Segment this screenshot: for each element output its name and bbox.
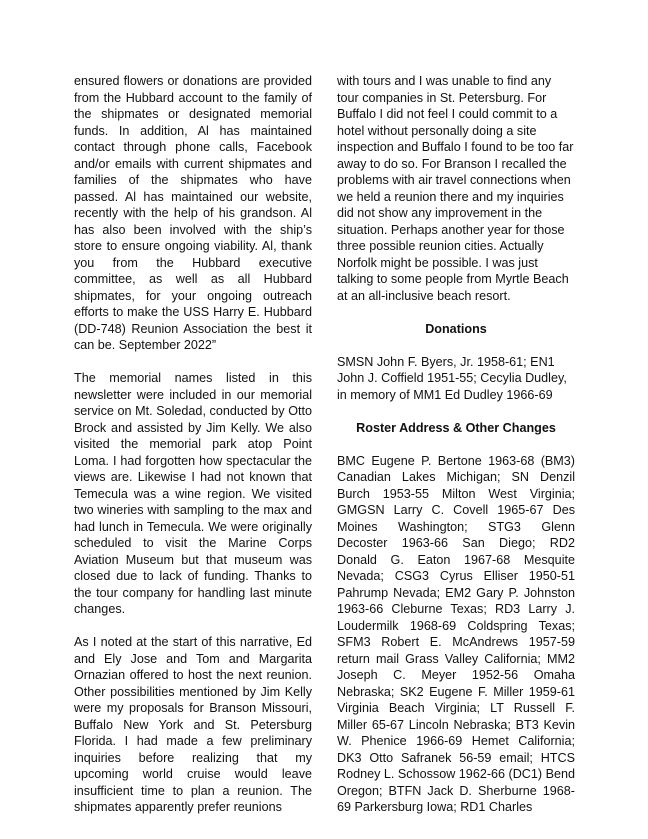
left-column xyxy=(74,73,312,816)
roster-heading: Roster Address & Other Changes xyxy=(356,420,556,435)
right-column xyxy=(337,73,575,816)
donations-heading: Donations xyxy=(425,321,487,336)
right-paragraph-1: with tours and I was unable to find any tour companies in St. Petersburg. For Buffalo I did not feel I could commit to a hotel without personally doing a site inspection and Buffalo I found to be too far away to do so. For Branson I recalled the problems with air travel connections when we held a reunion there and my inquiries did not show any improvement in the situation. Perhaps another year for those three possible reunion cities. Actually Norfolk might be possible. I was just talking to some people from Myrtle Beach at an all-inclusive beach resort. xyxy=(337,74,574,303)
donations-text: SMSN John F. Byers, Jr. 1958-61; EN1 John J. Coffield 1951-55; Cecylia Dudley, in memory of MM1 Ed Dudley 1966-69 xyxy=(337,354,567,402)
left-paragraph-3: As I noted at the start of this narrative, Ed and Ely Jose and Tom and Margarita Ornazian offered to host the next reunion. Other possibilities mentioned by Jim Kelly were my proposals for Branson Missouri, Buffalo New York and St. Petersburg Florida. I had made a few preliminary inquiries before realizing that my upcoming world cruise would leave insufficient time to plan a reunion. The shipmates apparently prefer reunions xyxy=(74,635,312,814)
left-paragraph-2: The memorial names listed in this newsletter were included in our memorial service on Mt. Soledad, conducted by Otto Brock and assisted by Jim Kelly. We also visited the memorial park atop Point Loma. I had forgotten how spectacular the views are. Likewise I had not known that Temecula was a wine region. We visited two wineries with sampling to the max and had lunch in Temecula. We were originally scheduled to visit the Marine Corps Aviation Museum but that museum was closed due to lack of funding. Thanks to the tour company for handling last minute changes. xyxy=(74,371,312,616)
roster-text: BMC Eugene P. Bertone 1963-68 (BM3) Canadian Lakes Michigan; SN Denzil Burch 1953-55 Milton West Virginia; GMGSN Larry C. Covell 1965-67 Des Moines Washington; STG3 Glenn Decoster 1963-66 San Diego; RD2 Donald G. Eaton 1967-68 Mesquite Nevada; CSG3 Cyrus Elliser 1950-51 Pahrump Nevada; EM2 Gary P. Johnston 1963-66 Cleburne Texas; RD3 Larry J. Loudermilk 1968-69 Coldspring Texas; SFM3 Robert E. McAndrews 1957-59 return mail Grass Valley California; MM2 Joseph C. Meyer 1952-56 Omaha Nebraska; SK2 Eugene F. Miller 1959-61 Virginia Beach Virginia; LT Russell F. Miller 65-67 Lincoln Nebraska; BT3 Kevin W. Phenice 1966-69 Hemet California; DK3 Otto Safranek 56-59 email; HTCS Rodney L. Schossow 1962-66 (DC1) Bend Oregon; BTFN Jack D. Sherburne 1968-69 Parkersburg Iowa; RD1 Charles xyxy=(337,453,576,814)
left-paragraph-1: ensured flowers or donations are provided from the Hubbard account to the family of the shipmates or designated memorial funds. In addition, Al has maintained contact through phone calls, Facebook and/or emails with current shipmates and families of the shipmates who have passed. Al has maintained our website, recently with the help of his grandson. Al has also been involved with the ship’s store to ensure ongoing viability. Al, thank you from the Hubbard executive committee, as well as all Hubbard shipmates, for your ongoing outreach efforts to make the USS Harry E. Hubbard (DD-748) Reunion Association the best it can be. September 2022” xyxy=(74,74,312,352)
